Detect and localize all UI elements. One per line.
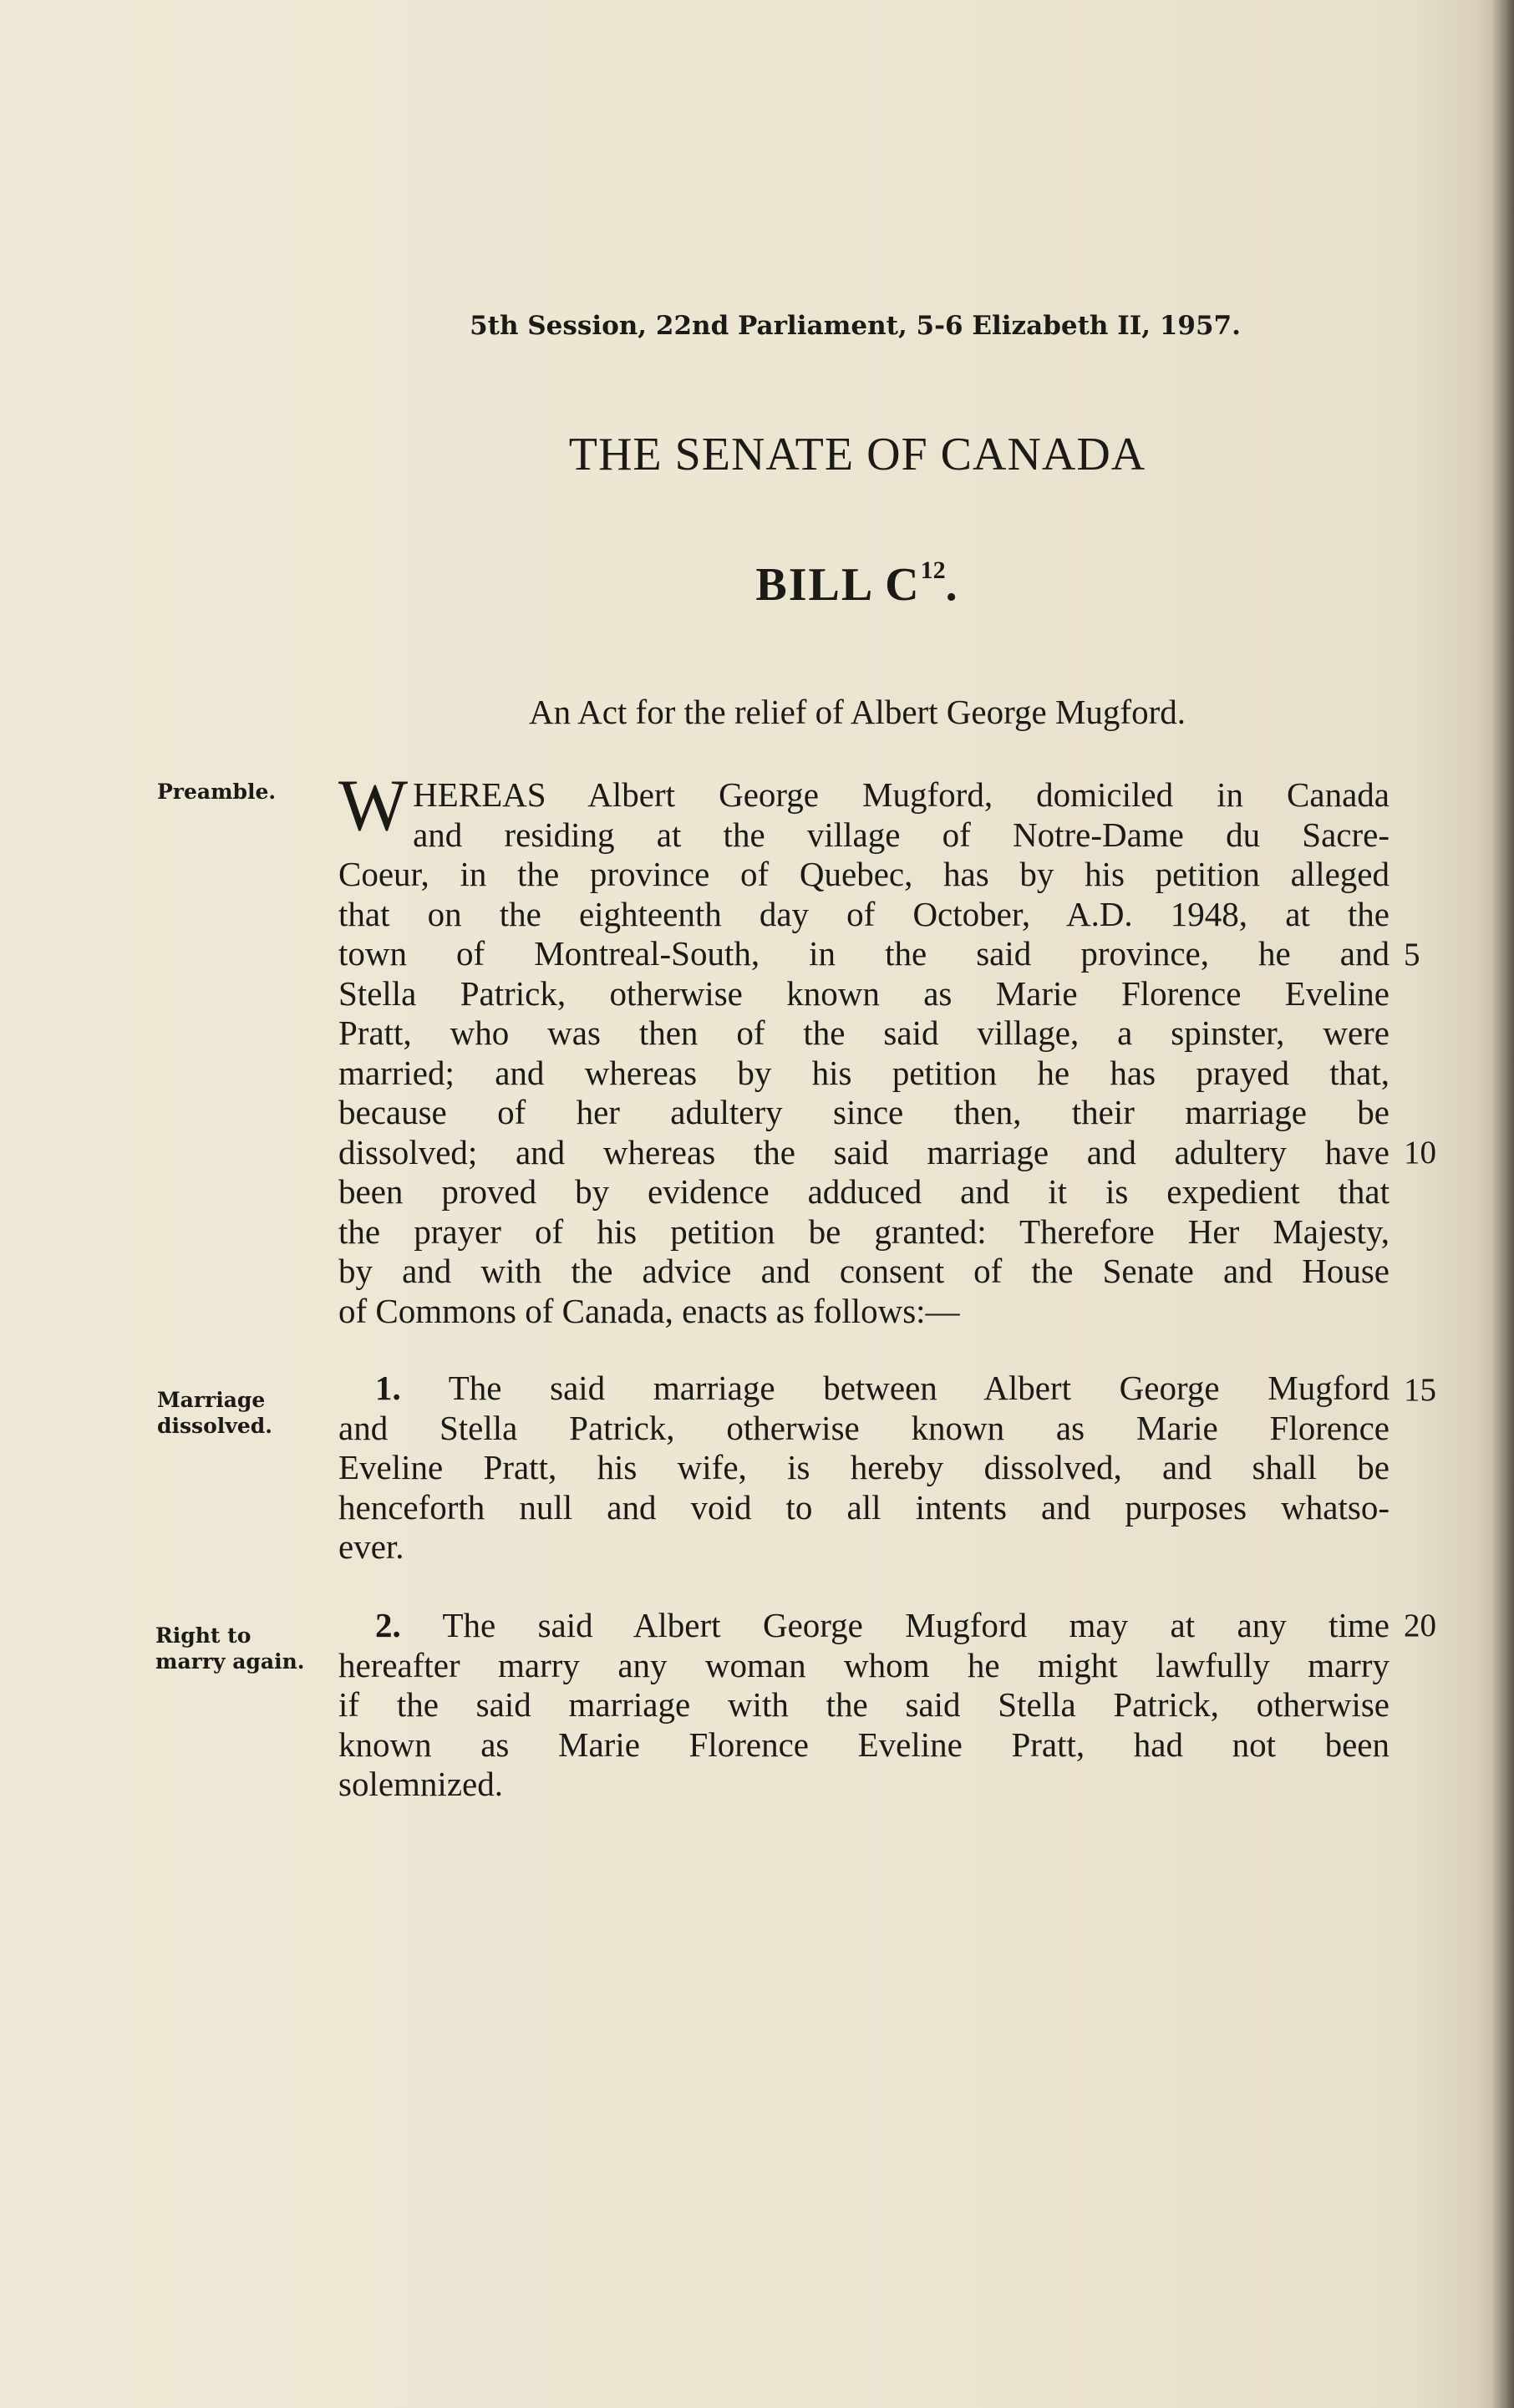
preamble-line: dissolved; and whereas the said marriage and adultery have bbox=[338, 1132, 1390, 1171]
section-1-line: ever. bbox=[338, 1527, 404, 1566]
senate-title: THE SENATE OF CANADA bbox=[568, 429, 1146, 480]
section-1-line: henceforth null and void to all intents and purposes whatso- bbox=[338, 1487, 1390, 1527]
preamble-line: been proved by evidence adduced and it is expedient that bbox=[338, 1172, 1390, 1211]
page-edge-shadow bbox=[1492, 0, 1514, 2408]
preamble-line: HEREAS Albert George Mugford, domiciled in Canada bbox=[413, 775, 1390, 814]
section-2-line: hereafter marry any woman whom he might lawfully marry bbox=[338, 1645, 1390, 1684]
section-2-line: if the said marriage with the said Stella Patrick, otherwise bbox=[338, 1685, 1390, 1724]
preamble-line: married; and whereas by his petition he has prayed that, bbox=[338, 1053, 1390, 1092]
preamble-line: and residing at the village of Notre-Dame du Sacre- bbox=[413, 815, 1390, 854]
section-1-line: Eveline Pratt, his wife, is hereby dissolved, and shall be bbox=[338, 1448, 1390, 1486]
preamble-line: that on the eighteenth day of October, A.D. 1948, at the bbox=[338, 894, 1390, 933]
margin-note-marriage-dissolved: Marriage dissolved. bbox=[157, 1388, 272, 1438]
preamble-line: Coeur, in the province of Quebec, has by his petition alleged bbox=[338, 855, 1390, 893]
preamble-line: Pratt, who was then of the said village, a spinster, were bbox=[338, 1013, 1390, 1052]
preamble-line: the prayer of his petition be granted: Therefore Her Majesty, bbox=[338, 1212, 1390, 1251]
dropcap-letter: W bbox=[338, 765, 409, 846]
line-number: 10 bbox=[1404, 1135, 1436, 1171]
act-title: An Act for the relief of Albert George Mugford. bbox=[529, 693, 1186, 731]
section-2-paragraph bbox=[338, 1606, 1390, 1805]
section-2-number: 2. bbox=[375, 1606, 401, 1644]
section-2-line: solemnized. bbox=[338, 1765, 503, 1803]
section-1-line: and Stella Patrick, otherwise known as Marie Florence bbox=[338, 1408, 1390, 1447]
margin-note-preamble: Preamble. bbox=[157, 780, 277, 804]
section-1-number: 1. bbox=[375, 1369, 401, 1407]
line-number: 5 bbox=[1404, 937, 1420, 973]
bill-number: BILL $C^{12}$. bbox=[755, 556, 959, 611]
preamble-line: Stella Patrick, otherwise known as Marie Florence Eveline bbox=[338, 973, 1390, 1013]
preamble-paragraph bbox=[338, 765, 1390, 1331]
preamble-line: of Commons of Canada, enacts as follows:— bbox=[338, 1291, 960, 1330]
section-2-line: 2. The said Albert George Mugford may at any time bbox=[375, 1606, 1390, 1644]
session-header: 5th Session, 22nd Parliament, 5-6 Elizabeth II, 1957. bbox=[470, 311, 1241, 341]
line-number: 15 bbox=[1404, 1372, 1436, 1408]
section-2-line: known as Marie Florence Eveline Pratt, had not been bbox=[338, 1725, 1390, 1764]
section-1-line: 1. The said marriage between Albert George Mugford bbox=[375, 1369, 1390, 1407]
preamble-line: because of her adultery since then, their marriage be bbox=[338, 1093, 1390, 1131]
preamble-line: by and with the advice and consent of the Senate and House bbox=[338, 1252, 1390, 1290]
section-1-paragraph bbox=[338, 1369, 1390, 1567]
preamble-line: town of Montreal-South, in the said province, he and bbox=[338, 934, 1390, 973]
line-number: 20 bbox=[1404, 1608, 1436, 1643]
margin-note-right-to-marry: Right to marry again. bbox=[155, 1623, 305, 1674]
